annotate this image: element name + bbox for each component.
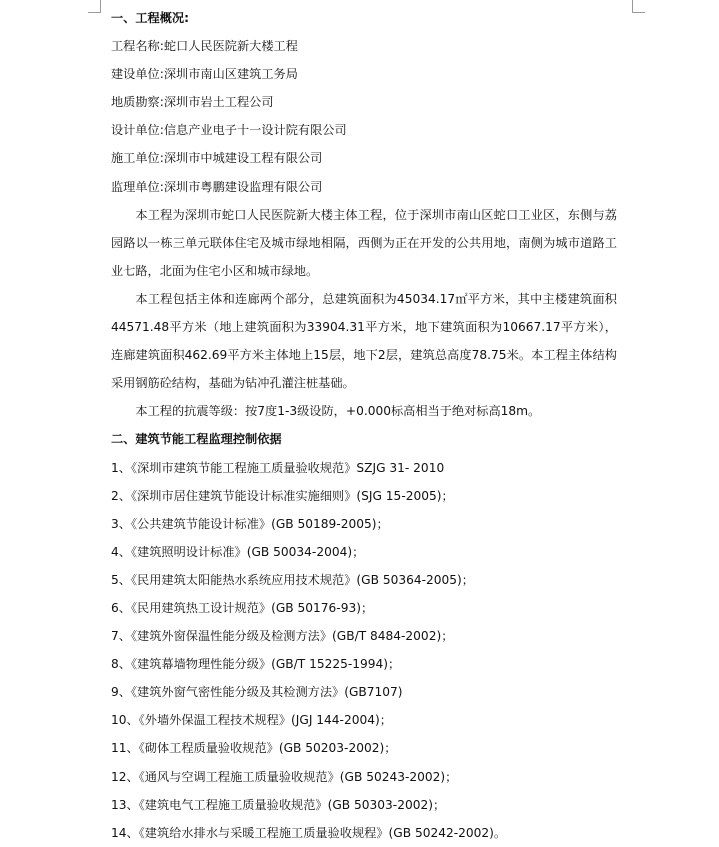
paragraph-location: 本工程为深圳市蛇口人民医院新大楼主体工程，位于深圳市南山区蛇口工业区，东侧与荔园路以一栋三单元联体住宅及城市绿地相隔，西侧为正在开发的公共用地，南侧为城市道路工业七路，北面为住宅小区和城市绿地。 xyxy=(111,207,617,278)
list-item: 1、《深圳市建筑节能工程施工质量验收规范》SZJG 31- 2010 xyxy=(111,460,445,475)
field-contractor xyxy=(111,144,617,172)
list-item: 12、《通风与空调工程施工质量验收规范》(GB 50243-2002)； xyxy=(111,769,458,784)
list-item: 13、《建筑电气工程施工质量验收规范》(GB 50303-2002)； xyxy=(111,797,446,812)
field-label: 工程名称: xyxy=(111,39,164,54)
crop-mark-top-right xyxy=(632,0,645,13)
list-item: 3、《公共建筑节能设计标准》(GB 50189-2005)； xyxy=(111,516,389,531)
field-label: 监理单位: xyxy=(111,179,164,194)
list-item: 14、《建筑给水排水与采暖工程施工质量验收规程》(GB 50242-2002)。 xyxy=(111,825,507,840)
list-item: 8、《建筑幕墙物理性能分级》(GB/T 15225-1994)； xyxy=(111,657,401,672)
list-item: 10、《外墙外保温工程技术规程》(JGJ 144-2004)； xyxy=(111,713,392,728)
field-label: 建设单位: xyxy=(111,67,164,82)
field-label: 地质勘察: xyxy=(111,95,164,110)
field-value: 蛇口人民医院新大楼工程 xyxy=(163,39,298,54)
document-body xyxy=(111,4,617,847)
list-item: 2、《深圳市居住建筑节能设计标准实施细则》(SJG 15-2005)； xyxy=(111,488,454,503)
section-heading-basis: 二、建筑节能工程监理控制依据 xyxy=(111,432,282,447)
list-item: 6、《民用建筑热工设计规范》(GB 50176-93)； xyxy=(111,600,374,615)
crop-mark-top-left xyxy=(88,0,101,13)
field-design-unit xyxy=(111,116,617,144)
paragraph-area: 本工程包括主体和连廊两个部分，总建筑面积为45034.17㎡平方米，其中主楼建筑面积44571.48平方米（地上建筑面积为33904.31平方米，地下建筑面积为10667.17平方米），连廊建筑面积462.69平方米主体地上15层，地下2层，建筑总高度78.75米。本工程主体结构采用钢筋砼结构，基础为钻冲孔灌注桩基础。 xyxy=(111,291,617,391)
list-item: 9、《建筑外窗气密性能分级及其检测方法》(GB7107) xyxy=(111,685,403,700)
list-item: 4、《建筑照明设计标准》(GB 50034-2004)； xyxy=(111,544,365,559)
field-project-name xyxy=(111,32,617,60)
field-value: 信息产业电子十一设计院有限公司 xyxy=(163,123,347,138)
field-value: 深圳市中城建设工程有限公司 xyxy=(163,151,323,166)
list-item: 11、《砌体工程质量验收规范》(GB 50203-2002)； xyxy=(111,741,397,756)
section-heading-overview: 一、工程概况: xyxy=(111,11,189,25)
field-label: 设计单位: xyxy=(111,123,164,138)
field-value: 深圳市粤鹏建设监理有限公司 xyxy=(163,179,323,194)
list-item: 5、《民用建筑太阳能热水系统应用技术规范》(GB 50364-2005)； xyxy=(111,572,474,587)
paragraph-seismic: 本工程的抗震等级：按7度1-3级设防，+0.000标高相当于绝对标高18m。 xyxy=(135,404,541,419)
field-value: 深圳市南山区建筑工务局 xyxy=(163,67,298,82)
field-label: 施工单位: xyxy=(111,151,164,166)
field-construction-unit xyxy=(111,60,617,88)
field-value: 深圳市岩土工程公司 xyxy=(163,95,274,110)
list-item: 7、《建筑外窗保温性能分级及检测方法》(GB/T 8484-2002)； xyxy=(111,629,454,644)
field-supervision-unit xyxy=(111,173,617,201)
field-geological-survey xyxy=(111,88,617,116)
